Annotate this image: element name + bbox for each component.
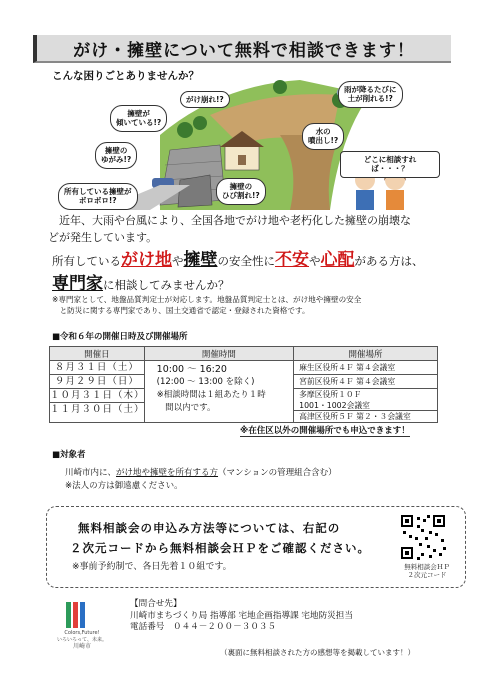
date-row: ８月３１日（土） <box>50 361 144 375</box>
paragraph-line-2: どが発生しています。 <box>48 231 158 245</box>
contact-phone: 電話番号 ０４４－２００－３０３５ <box>130 622 277 633</box>
date-row: ９月２９日（日） <box>50 375 144 389</box>
target-line-2: ※法人の方は御遠慮ください。 <box>65 481 183 491</box>
col-place-header: 開催場所 <box>294 347 438 361</box>
target-text: （マンションの管理組合含む） <box>218 468 337 478</box>
logo-text-1: Colors,Future! <box>64 630 100 636</box>
target-heading: ■対象者 <box>52 450 86 460</box>
qr-caption-line-1: 無料相談会ＨＰ <box>404 563 450 571</box>
place-row: 高津区役所５Ｆ 第２・３会議室 <box>299 412 411 421</box>
bubble-where-consult: どこに相談すれば・・・？ <box>340 151 440 178</box>
emphasis-cliff: がけ地 <box>121 250 172 270</box>
time-cell <box>144 361 293 423</box>
emphasis-wall: 擁壁 <box>183 250 218 270</box>
intro-paragraph <box>48 212 448 246</box>
expert-note-line-2: と防災に関する専門家であり、国土交通省で認定・登録された資格です。 <box>52 306 310 315</box>
col-time-header: 開催時間 <box>144 347 293 361</box>
schedule-note: ※在住区以外の開催場所でも申込できます！ <box>240 426 410 436</box>
bubble-water-gush: 水の 噴出し!? <box>302 123 344 150</box>
schedule-heading: ■令和６年の開催日時及び開催場所 <box>52 332 188 342</box>
target-text: 川崎市内に、 <box>65 468 117 478</box>
contact-info <box>130 599 353 634</box>
page-banner <box>33 35 451 63</box>
apply-line-3: ※事前予約制で、各日先着１０組です。 <box>72 562 232 572</box>
contact-heading: 【問合せ先】 <box>130 599 182 609</box>
colors-future-logo-icon <box>60 598 96 630</box>
bubble-wall-crumbly: 所有している擁壁が ボロボロ!? <box>58 183 138 210</box>
contact-dept: 川崎市まちづくり局 指導部 宅地企画指導課 宅地防災担当 <box>130 610 353 621</box>
emphasis-paragraph <box>52 249 472 295</box>
emphasis-text: の安全性に <box>217 254 275 268</box>
qr-code-icon <box>399 513 447 561</box>
expert-note <box>52 294 472 316</box>
schedule-table <box>49 346 438 423</box>
bubble-wall-crack: 擁壁の ひび割れ!? <box>216 178 266 205</box>
place-row: 1001・1002会議室 <box>294 400 437 411</box>
col-date-header: 開催日 <box>50 347 145 361</box>
place-row: 麻生区役所４Ｆ 第４会議室 <box>294 361 437 375</box>
date-row: １１月３０日（土） <box>50 404 145 415</box>
bubble-rain-soil: 雨が降るたびに 土が削れる!? <box>338 81 403 108</box>
emphasis-anxiety: 不安 <box>275 250 309 270</box>
qr-caption <box>392 563 462 579</box>
emphasis-text: に相談してみませんか？ <box>103 278 230 293</box>
emphasis-worry: 心配 <box>320 250 355 270</box>
bubble-slope-collapse: がけ崩れ!? <box>180 91 230 108</box>
place-cell <box>294 361 438 423</box>
emphasis-text: がある方は、 <box>354 254 424 268</box>
intro-question: こんな困りごとありませんか？ <box>52 70 199 82</box>
emphasis-expert: 専門家 <box>52 274 103 295</box>
time-note-2: 間以内です。 <box>156 403 216 413</box>
place-row: 多摩区役所１０Ｆ <box>299 390 362 399</box>
emphasis-text: や <box>309 254 321 268</box>
target-line-1 <box>65 466 337 478</box>
city-logo <box>60 598 96 634</box>
date-row: １０月３１日（木） <box>50 390 145 401</box>
expert-note-line-1: ※専門家として、地盤品質判定士が対応します。地盤品質判定士とは、がけ地や擁壁の安全 <box>52 295 362 304</box>
footer-note: （裏面に無料相談された方の感想等を掲載しています！） <box>220 648 415 657</box>
logo-text-3: 川崎市 <box>72 643 91 650</box>
bubble-wall-tilt: 擁壁が 傾いている!? <box>110 105 167 132</box>
target-owner: がけ地や擁壁を所有する方 <box>116 468 219 478</box>
emphasis-text: 所有している <box>52 254 121 268</box>
logo-text-2: いろいろって、未来。 <box>57 636 107 643</box>
time-break: (12:00 ～ 13:00 を除く) <box>156 377 255 387</box>
place-row: 宮前区役所４Ｆ 第４会議室 <box>294 375 437 389</box>
hillside-illustration <box>40 75 440 210</box>
qr-caption-line-2: ２次元コード <box>407 571 447 580</box>
time-note-1: ※相談時間は１組あたり１時 <box>156 390 266 400</box>
time-main: 10:00 ～ 16:20 <box>156 364 227 375</box>
banner-title: がけ・擁壁について無料で相談できます！ <box>73 40 415 61</box>
qr-code[interactable] <box>399 513 447 561</box>
paragraph-line-1: 近年、大雨や台風により、全国各地でがけ地や老朽化した擁壁の崩壊な <box>48 214 411 227</box>
dates-cell <box>50 361 145 423</box>
emphasis-text: や <box>172 254 184 268</box>
apply-line-2: ２次元コードから無料相談会ＨＰをご確認ください。 <box>70 541 370 555</box>
bubble-wall-warp: 擁壁の ゆがみ!? <box>95 142 137 169</box>
logo-caption <box>52 630 112 651</box>
apply-line-1: 無料相談会の申込み方法等については、右記の <box>78 521 341 535</box>
